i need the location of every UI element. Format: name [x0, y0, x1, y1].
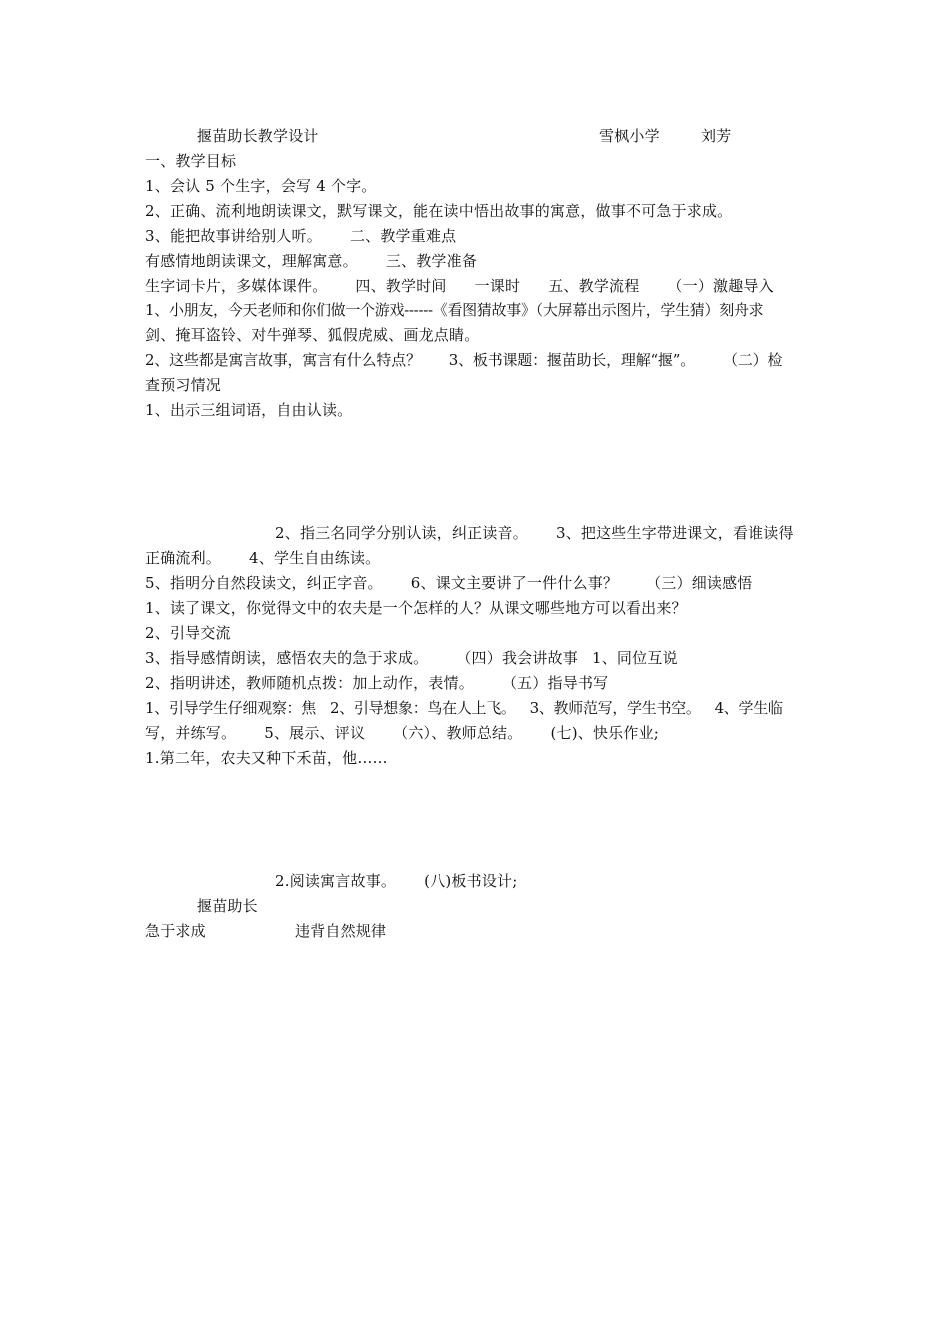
text-fragment: 2、指明讲述，教师随机点拨：加上动作，表情。 — [145, 674, 474, 692]
text-fragment: 3、指导感情朗读，感悟农夫的急于求成。 — [145, 649, 429, 667]
text-fragment: 正确流利。 — [145, 549, 222, 567]
text-fragment: 5、指明分自然段读文，纠正字音。 — [145, 574, 383, 592]
text-fragment: 2.阅读寓言故事。 — [275, 872, 397, 890]
board-item: 违背自然规律 — [295, 922, 387, 940]
text-fragment: 1、引导学生仔细观察：焦 — [145, 699, 316, 717]
section-heading: 三、教学准备 — [385, 252, 478, 270]
header-title: 揠苗助长教学设计 — [197, 127, 319, 145]
text-fragment: 写，并练写。 — [145, 724, 237, 742]
section-heading: 一、教学目标 — [145, 152, 237, 170]
text-line — [145, 721, 810, 746]
text-fragment: 2、指三名同学分别认读，纠正读音。 — [275, 524, 528, 542]
text-line — [145, 224, 810, 249]
text-fragment: 3、把这些生字带进课文，看谁读得 — [555, 524, 794, 542]
text-line: 1.第二年，农夫又种下禾苗，他…… — [145, 749, 388, 767]
section-heading: 二、教学重难点 — [349, 227, 457, 245]
text-line: 1、出示三组词语，自由认读。 — [145, 401, 353, 419]
text-line — [145, 646, 810, 671]
text-line — [145, 274, 810, 299]
text-fragment: 6、课文主要讲了一件什么事？ — [410, 574, 619, 592]
text-fragment: 4、学生临 — [714, 699, 783, 717]
text-fragment: 2、这些都是寓言故事，寓言有什么特点？ — [145, 351, 421, 369]
header-author: 刘芳 — [701, 127, 732, 145]
text-line — [145, 571, 810, 596]
section-heading: 五、教学流程 — [548, 277, 640, 295]
text-fragment: 3、板书课题：揠苗助长，理解“揠”。 — [448, 351, 696, 369]
section-heading: （四）我会讲故事 — [456, 649, 578, 667]
section-heading: （五）指导书写 — [501, 674, 609, 692]
section-heading: (八)板书设计; — [424, 872, 518, 890]
text-fragment: 一课时 — [474, 277, 521, 295]
text-line: 1、小朋友，今天老师和你们做一个游戏------《看图猜故事》（大屏幕出示图片，学生猜）刻舟求 — [145, 301, 764, 319]
section-heading: 四、教学时间 — [355, 277, 447, 295]
section-heading: （六）、教师总结。 — [393, 724, 523, 742]
text-line — [145, 696, 810, 721]
text-line — [275, 869, 675, 894]
header-school: 雪枫小学 — [599, 127, 660, 145]
text-line: 2、引导交流 — [145, 624, 231, 642]
section-heading: （三）细读感悟 — [646, 574, 753, 592]
section-heading: (七)、快乐作业; — [550, 724, 660, 742]
text-fragment: 有感情地朗读课文，理解寓意。 — [145, 252, 358, 270]
section-heading: （二）检 — [723, 351, 783, 369]
text-fragment: 4、学生自由练读。 — [249, 549, 381, 567]
text-fragment: 生字词卡片，多媒体课件。 — [145, 277, 328, 295]
text-line: 1、读了课文，你觉得文中的农夫是一个怎样的人？从课文哪些地方可以看出来？ — [145, 599, 687, 617]
text-line — [145, 671, 810, 696]
text-fragment: 2、引导想象：鸟在人上飞。 — [329, 699, 516, 717]
text-fragment: 3、教师范写，学生书空。 — [529, 699, 701, 717]
text-line — [145, 249, 810, 274]
text-line: 剑、掩耳盗铃、对牛弹琴、狐假虎威、画龙点睛。 — [145, 326, 480, 344]
text-line: 1、会认 5 个生字，会写 4 个字。 — [145, 177, 377, 195]
text-line — [145, 348, 810, 373]
text-line — [275, 521, 815, 546]
board-title: 揠苗助长 — [197, 897, 258, 915]
text-line: 2、正确、流利地朗读课文，默写课文，能在读中悟出故事的寓意，做事不可急于求成。 — [145, 202, 733, 220]
section-heading: （一）激趣导入 — [667, 277, 774, 295]
text-fragment: 1、同位互说 — [591, 649, 678, 667]
text-fragment: 5、展示、评议 — [264, 724, 366, 742]
board-item: 急于求成 — [145, 922, 206, 940]
text-line: 查预习情况 — [145, 376, 222, 394]
text-fragment: 3、能把故事讲给别人听。 — [145, 227, 322, 245]
text-line — [145, 546, 810, 571]
